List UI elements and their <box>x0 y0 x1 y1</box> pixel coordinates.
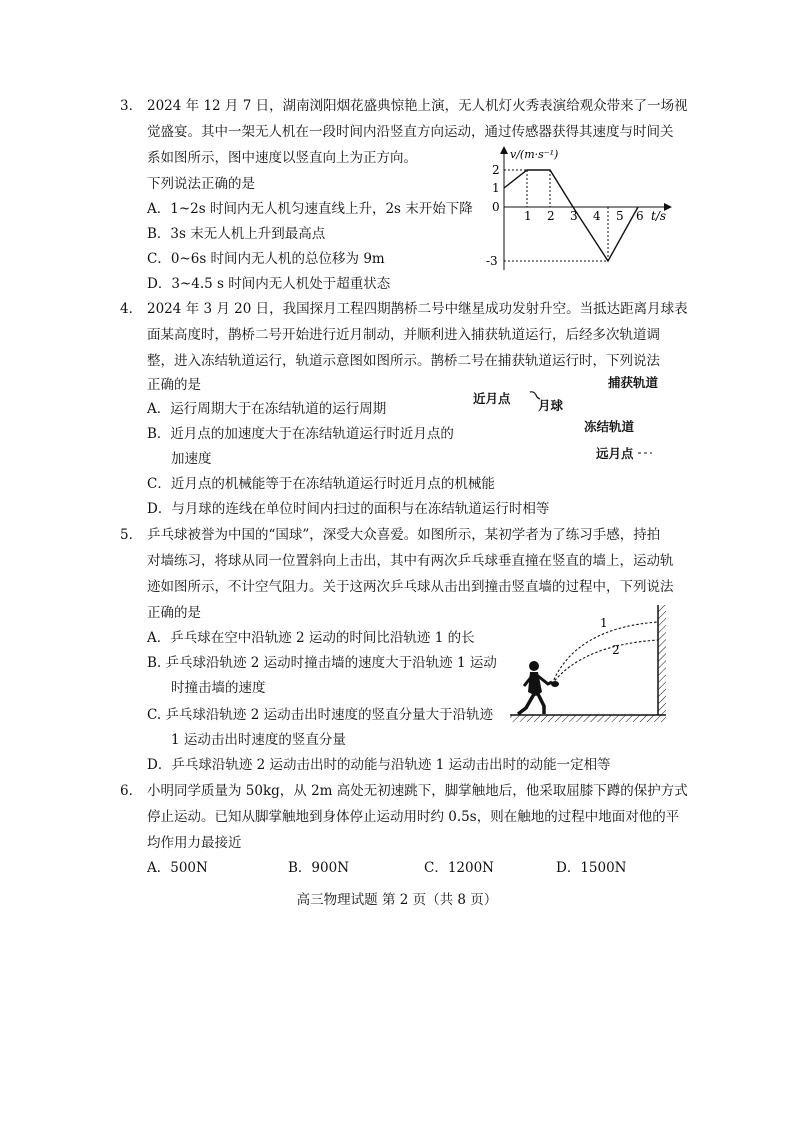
trajectory-1-label: 1 <box>600 616 608 630</box>
trajectory-1 <box>552 622 658 684</box>
q5-option-c-cont: 1 运动击出时速度的竖直分量 <box>171 732 346 748</box>
q6-text-line3: 均作用力最接近 <box>147 835 242 851</box>
q5-number: 5． <box>120 527 143 543</box>
apolune-label: 远月点 <box>596 446 634 461</box>
graph-xtick-3: 3 <box>570 209 578 223</box>
apolune-dash-line <box>638 451 652 455</box>
graph-xtick-4: 4 <box>593 209 601 223</box>
q3-option-a: A．1~2s 时间内无人机匀速直线上升，2s 末开始下降 <box>147 201 473 217</box>
q4-text-line1: 2024 年 3 月 20 日，我国探月工程四期鹊桥二号中继星成功发射升空。当抵达距离月球表 <box>147 301 688 317</box>
q6-text-line2: 停止运动。已知从脚掌触地到身体停止运动用时约 0.5s，则在触地的过程中地面对他的平 <box>147 809 680 825</box>
q6-text-line1: 小明同学质量为 50kg，从 2m 高处无初速跳下，脚掌触地后，他采取屈膝下蹲的保护方式 <box>147 783 688 799</box>
graph-ytick-1: 1 <box>492 181 500 195</box>
player-figure-icon <box>518 661 559 714</box>
ground-hatching <box>510 715 666 722</box>
graph-origin-label: 0 <box>492 200 500 214</box>
graph-xtick-5: 5 <box>616 209 624 223</box>
q6-number: 6． <box>120 783 143 799</box>
q3-option-d: D．3~4.5 s 时间内无人机处于超重状态 <box>147 276 391 292</box>
q4-text-line4: 正确的是 <box>147 377 201 393</box>
q3-text-line3: 系如图所示，图中速度以竖直向上为正方向。 <box>147 150 417 166</box>
q4-option-d: D．与月球的连线在单位时间内扫过的面积与在冻结轨道运行时相等 <box>147 501 550 517</box>
q4-text-line3: 整，进入冻结轨道运行，轨道示意图如图所示。鹊桥二号在捕获轨道运行时，下列说法 <box>147 353 660 369</box>
q5-option-d: D．乒乓球沿轨迹 2 运动击出时的动能与沿轨迹 1 运动击出时的动能一定相等 <box>147 757 611 773</box>
perilune-label: 近月点 <box>473 391 511 406</box>
q3-text-line1: 2024 年 12 月 7 日，湖南浏阳烟花盛典惊艳上演，无人机灯火秀表演给观众带来了一场视 <box>147 98 688 114</box>
graph-xtick-2: 2 <box>547 209 555 223</box>
q6-option-b: B．900N <box>288 860 350 876</box>
q4-option-b-cont: 加速度 <box>171 451 212 467</box>
graph-ylabel: v/(m·s⁻¹) <box>510 148 559 161</box>
q3-option-b: B．3s 末无人机上升到最高点 <box>147 226 326 242</box>
graph-ytick-neg3: -3 <box>486 254 498 268</box>
q3-number: 3． <box>120 98 143 114</box>
wall-hatching <box>658 605 666 715</box>
q5-text-line1: 乒乓球被誉为中国的“国球”，深受大众喜爱。如图所示，某初学者为了练习手感，持拍 <box>147 527 661 543</box>
q4-number: 4． <box>120 301 143 317</box>
trajectory-2 <box>552 640 658 684</box>
q6-option-d: D．1500N <box>556 860 627 876</box>
q4-option-b: B．近月点的加速度大于在冻结轨道运行时近月点的 <box>147 426 454 442</box>
q5-text-line4: 正确的是 <box>147 605 201 621</box>
q3-text-line2: 觉盛宴。其中一架无人机在一段时间内沿竖直方向运动，通过传感器获得其速度与时间关 <box>147 124 674 140</box>
q4-option-c: C．近月点的机械能等于在冻结轨道运行时近月点的机械能 <box>147 476 495 492</box>
frozen-orbit-label: 冻结轨道 <box>584 419 635 434</box>
q3-option-c: C．0~6s 时间内无人机的总位移为 9m <box>147 251 385 267</box>
graph-xtick-6: 6 <box>636 209 644 223</box>
page-footer: 高三物理试题 第 2 页（共 8 页） <box>296 892 498 908</box>
q6-option-a: A．500N <box>147 860 208 876</box>
q5-option-a: A．乒乓球在空中沿轨迹 2 运动的时间比沿轨迹 1 的长 <box>147 630 475 646</box>
graph-ytick-2: 2 <box>492 163 500 177</box>
q5-text-line2: 对墙练习，将球从同一位置斜向上击出，其中有两次乒乓球垂直撞在竖直的墙上，运动轨 <box>147 553 674 569</box>
q5-text-line3: 迹如图所示，不计空气阻力。关于这两次乒乓球从击出到撞击竖直墙的过程中，下列说法 <box>147 579 674 595</box>
graph-xtick-1: 1 <box>524 209 532 223</box>
q5-option-b-cont: 时撞击墙的速度 <box>171 680 266 696</box>
q4-text-line2: 面某高度时，鹊桥二号开始进行近月制动，并顺利进入捕获轨道运行，后经多次轨道调 <box>147 327 660 343</box>
q3-text-line4: 下列说法正确的是 <box>147 176 255 192</box>
graph-xlabel: t/s <box>651 209 667 223</box>
q5-option-b: B. 乒乓球沿轨迹 2 运动时撞击墙的速度大于沿轨迹 1 运动 <box>147 655 497 671</box>
q5-option-c: C. 乒乓球沿轨迹 2 运动击出时速度的竖直分量大于沿轨迹 <box>147 707 494 723</box>
q4-option-a: A．运行周期大于在冻结轨道的运行周期 <box>147 401 387 417</box>
trajectory-2-label: 2 <box>612 643 620 657</box>
moon-label: 月球 <box>538 398 564 413</box>
ping-pong-wall-figure <box>500 600 680 725</box>
q6-option-c: C．1200N <box>424 860 494 876</box>
capture-orbit-label: 捕获轨道 <box>608 375 659 390</box>
velocity-time-graph <box>486 140 680 275</box>
